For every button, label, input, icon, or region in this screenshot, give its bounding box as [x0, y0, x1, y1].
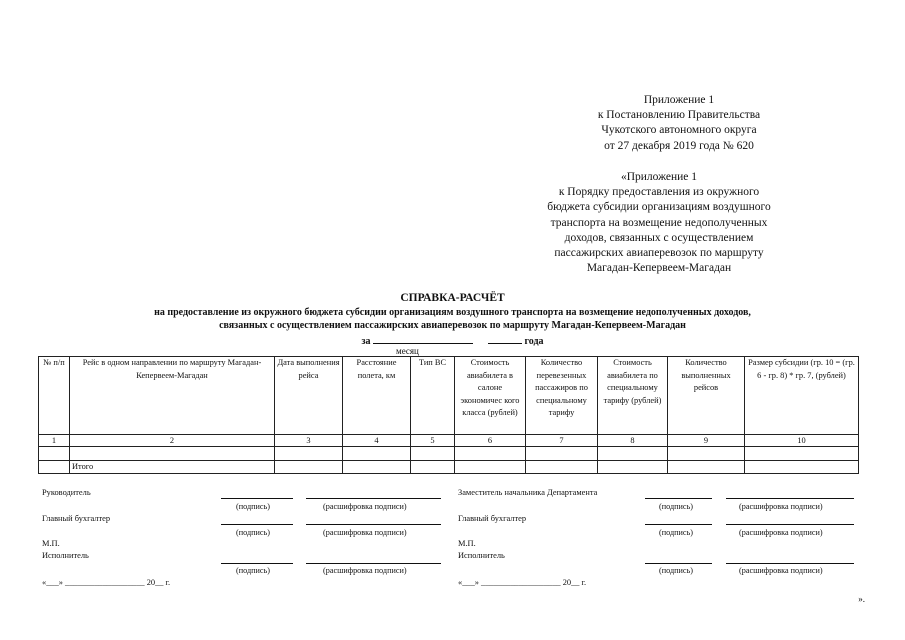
month-caption: месяц — [396, 346, 419, 356]
table-cell[interactable] — [598, 447, 668, 461]
executor-label-left: Исполнитель — [42, 551, 89, 560]
table-cell[interactable] — [343, 447, 411, 461]
decode-line[interactable] — [726, 498, 854, 499]
column-number: 3 — [275, 435, 343, 447]
table-cell[interactable] — [598, 461, 668, 474]
table-cell[interactable] — [39, 447, 70, 461]
signature-line[interactable] — [221, 498, 293, 499]
total-row — [39, 461, 859, 474]
stamp-label-right: М.П. — [458, 539, 476, 548]
table-cell — [39, 461, 70, 474]
column-number: 9 — [668, 435, 745, 447]
document-subtitle-line1: на предоставление из окружного бюджета субсидии организациям воздушного транспорта на возмещение недополученных доходов, — [154, 307, 751, 318]
appendix-inner-line: транспорта на возмещение недополученных — [550, 216, 768, 229]
header-cell: Количество выполненных рейсов — [668, 357, 745, 435]
table-cell[interactable] — [455, 447, 526, 461]
appendix-inner-line: к Порядку предоставления из окружного — [558, 186, 760, 199]
header-cell: Расстояние полета, км — [343, 357, 411, 435]
decode-line[interactable] — [726, 563, 854, 564]
header-cell: Дата выполнения рейса — [275, 357, 343, 435]
appendix-line: от 27 декабря 2019 года № 620 — [604, 139, 754, 152]
decode-caption: (расшифровка подписи) — [739, 566, 823, 575]
decode-caption: (расшифровка подписи) — [739, 502, 823, 511]
document-subtitle-line2: связанных с осуществлением пассажирских авиаперевозок по маршруту Магадан-Кепервеем-Магадан — [219, 320, 686, 331]
column-number: 8 — [598, 435, 668, 447]
signature-line[interactable] — [221, 524, 293, 525]
table-cell[interactable] — [668, 447, 745, 461]
table-cell[interactable] — [745, 447, 859, 461]
appendix-inner-line: пассажирских авиаперевозок по маршруту — [554, 247, 764, 260]
column-number: 4 — [343, 435, 411, 447]
head-label-right: Заместитель начальника Департамента — [458, 488, 598, 497]
decode-line[interactable] — [306, 498, 441, 499]
decode-caption: (расшифровка подписи) — [323, 528, 407, 537]
appendix-line: Приложение 1 — [643, 94, 715, 106]
date-line-right[interactable]: «___» ___________________ 20__ г. — [458, 578, 587, 587]
decode-line[interactable] — [306, 524, 441, 525]
header-cell: Размер субсидии (гр. 10 = (гр. 6 - гр. 8) * гр. 7, (рублей) — [745, 357, 859, 435]
decode-line[interactable] — [726, 524, 854, 525]
column-number: 1 — [39, 435, 70, 447]
signature-caption: (подпись) — [659, 528, 693, 537]
signature-caption: (подпись) — [659, 502, 693, 511]
column-number: 6 — [455, 435, 526, 447]
table-cell[interactable] — [411, 461, 455, 474]
decode-caption: (расшифровка подписи) — [323, 566, 407, 575]
executor-label-right: Исполнитель — [458, 551, 505, 560]
header-cell: № п/п — [39, 357, 70, 435]
appendix-inner-line: доходов, связанных с осуществлением — [564, 231, 754, 244]
signature-line[interactable] — [645, 563, 712, 564]
signature-caption: (подпись) — [236, 566, 270, 575]
column-number: 10 — [745, 435, 859, 447]
table-cell[interactable] — [526, 461, 598, 474]
calculation-table — [38, 356, 859, 474]
decode-caption: (расшифровка подписи) — [323, 502, 407, 511]
table-cell[interactable] — [70, 447, 275, 461]
accountant-label-left: Главный бухгалтер — [42, 514, 111, 523]
table-cell[interactable] — [275, 447, 343, 461]
table-row — [39, 447, 859, 461]
signature-line[interactable] — [221, 563, 293, 564]
header-cell: Количество перевезенных пассажиров по специальному тарифу — [526, 357, 598, 435]
signature-caption: (подпись) — [659, 566, 693, 575]
head-label-left: Руководитель — [42, 488, 91, 497]
signature-line[interactable] — [645, 498, 712, 499]
table-cell[interactable] — [275, 461, 343, 474]
appendix-inner-line: бюджета субсидии организациям воздушного — [547, 201, 771, 214]
decode-line[interactable] — [306, 563, 441, 564]
header-cell: Стоимость авиабилета в салоне экономичес кого класса (рублей) — [455, 357, 526, 435]
appendix-inner-line: Магадан-Кепервеем-Магадан — [586, 262, 732, 275]
period-suffix: года — [524, 336, 544, 347]
table-header-row — [39, 357, 859, 435]
appendix-inner — [509, 170, 809, 276]
header-cell: Тип ВС — [411, 357, 455, 435]
signature-line[interactable] — [645, 524, 712, 525]
signature-caption: (подпись) — [236, 528, 270, 537]
header-cell: Стоимость авиабилета по специальному тарифу (рублей) — [598, 357, 668, 435]
month-blank[interactable] — [373, 333, 473, 344]
table-cell[interactable] — [668, 461, 745, 474]
accountant-label-right: Главный бухгалтер — [458, 514, 527, 523]
table-cell[interactable] — [411, 447, 455, 461]
period-line — [0, 333, 905, 347]
table-cell[interactable] — [455, 461, 526, 474]
table-cell[interactable] — [526, 447, 598, 461]
appendix-line: Чукотского автономного округа — [601, 124, 757, 137]
table-cell[interactable] — [343, 461, 411, 474]
closing-quote: ». — [858, 594, 865, 604]
decode-caption: (расшифровка подписи) — [739, 528, 823, 537]
signature-caption: (подпись) — [236, 502, 270, 511]
year-blank[interactable] — [488, 333, 522, 344]
header-cell: Рейс в одном направлении по маршруту Магадан-Кепервеем-Магадан — [70, 357, 275, 435]
document-title: СПРАВКА-РАСЧЁТ — [400, 292, 505, 304]
appendix-inner-line: «Приложение 1 — [620, 171, 698, 183]
column-number: 7 — [526, 435, 598, 447]
date-line-left[interactable]: «___» ___________________ 20__ г. — [42, 578, 171, 587]
appendix-line: к Постановлению Правительства — [597, 109, 761, 122]
column-number: 5 — [411, 435, 455, 447]
column-number: 2 — [70, 435, 275, 447]
column-number-row — [39, 435, 859, 447]
appendix-header — [549, 93, 809, 154]
total-label: Итого — [70, 461, 275, 474]
period-prefix: за — [361, 336, 371, 347]
table-cell[interactable] — [745, 461, 859, 474]
stamp-label-left: М.П. — [42, 539, 60, 548]
